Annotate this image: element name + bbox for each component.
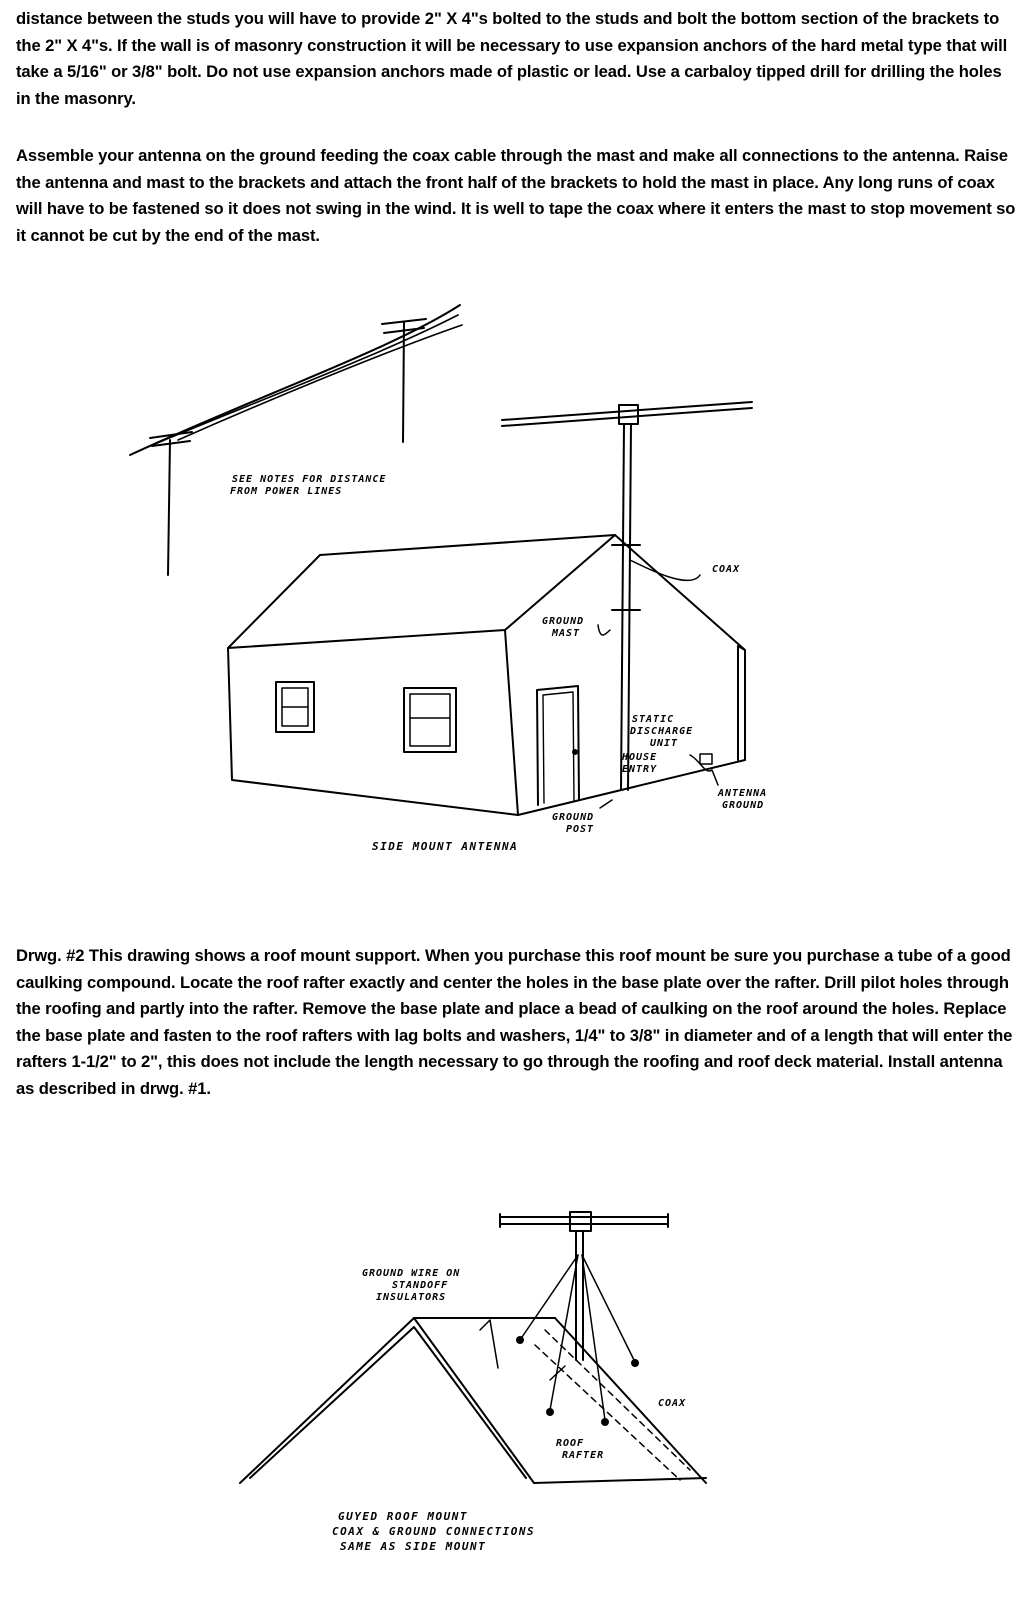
label-ground-wire-3: INSULATORS [376,1292,447,1303]
label-ground-post-1: GROUND [552,812,595,823]
label-roof-rafter-1: ROOF [556,1438,585,1449]
label-entry-1: HOUSE [622,752,658,763]
label-static-3: UNIT [650,738,679,749]
label-power-lines-2: FROM POWER LINES [230,486,343,497]
roof-mount-drawing [240,1212,706,1553]
caption-side-mount: SIDE MOUNT ANTENNA [372,840,519,853]
caption-roof-mount-3: SAME AS SIDE MOUNT [340,1540,487,1553]
label-coax: COAX [712,564,741,575]
assembly-paragraph: Assemble your antenna on the ground feeding the coax cable through the mast and make all connections to the antenna. Raise the antenna and mast to the brackets and attach the front half of the brackets to hold the mast in place. Any long runs of coax will have to be fastened so it does not swing in the wind. It is well to tape the coax where it enters the mast to stop movement so it cannot be cut by the end of the mast. [16,146,1016,245]
caption-roof-mount-1: GUYED ROOF MOUNT [338,1510,468,1523]
label-ground-mast-2: MAST [552,628,581,639]
roof [240,1318,706,1483]
label-static-2: DISCHARGE [630,726,694,737]
side-mount-drawing [130,305,767,853]
label-static-1: STATIC [632,714,675,725]
label-ground-post-2: POST [566,824,595,835]
label-roof-coax: COAX [658,1398,687,1409]
intro-paragraph: distance between the studs you will have to provide 2" X 4"s bolted to the studs and bolt the bottom section of the brackets to the 2" X 4"s. If the wall is of masonry construction it will be necessary to use expansion anchors of the hard metal type that will take a 5/16" or 3/8" bolt. Do not use expansion anchors made of plastic or lead. Use a carbaloy tipped drill for drilling the holes in the masonry. [16,9,1008,108]
label-entry-2: ENTRY [622,764,658,775]
label-ground-wire-2: STANDOFF [392,1280,449,1291]
antenna [502,402,752,790]
label-roof-rafter-2: RAFTER [562,1450,605,1461]
label-antenna-ground-2: GROUND [722,800,765,811]
label-ground-mast-1: GROUND [542,616,585,627]
label-power-lines-1: SEE NOTES FOR DISTANCE [232,474,387,485]
label-ground-wire-1: GROUND WIRE ON [362,1268,461,1279]
utility-poles [130,305,462,575]
label-antenna-ground-1: ANTENNA [718,788,768,799]
drawing-2-paragraph: Drwg. #2 This drawing shows a roof mount support. When you purchase this roof mount be sure you purchase a tube of a good caulking compound. Locate the roof rafter exactly and center the holes in the base plate over the rafter. Drill pilot holes through the roofing and partly into the rafter. Remove the base plate and place a bead of caulking on the roof around the holes. Replace the base plate and fasten to the roof rafters with lag bolts and washers, 1/4" to 3/8" in diameter and of a length that will enter the rafters 1-1/2" to 2", this does not include the length necessary to go through the roofing and roof deck material. Install antenna as described in drwg. #1. [16,946,1013,1098]
caption-roof-mount-2: COAX & GROUND CONNECTIONS [332,1525,536,1538]
